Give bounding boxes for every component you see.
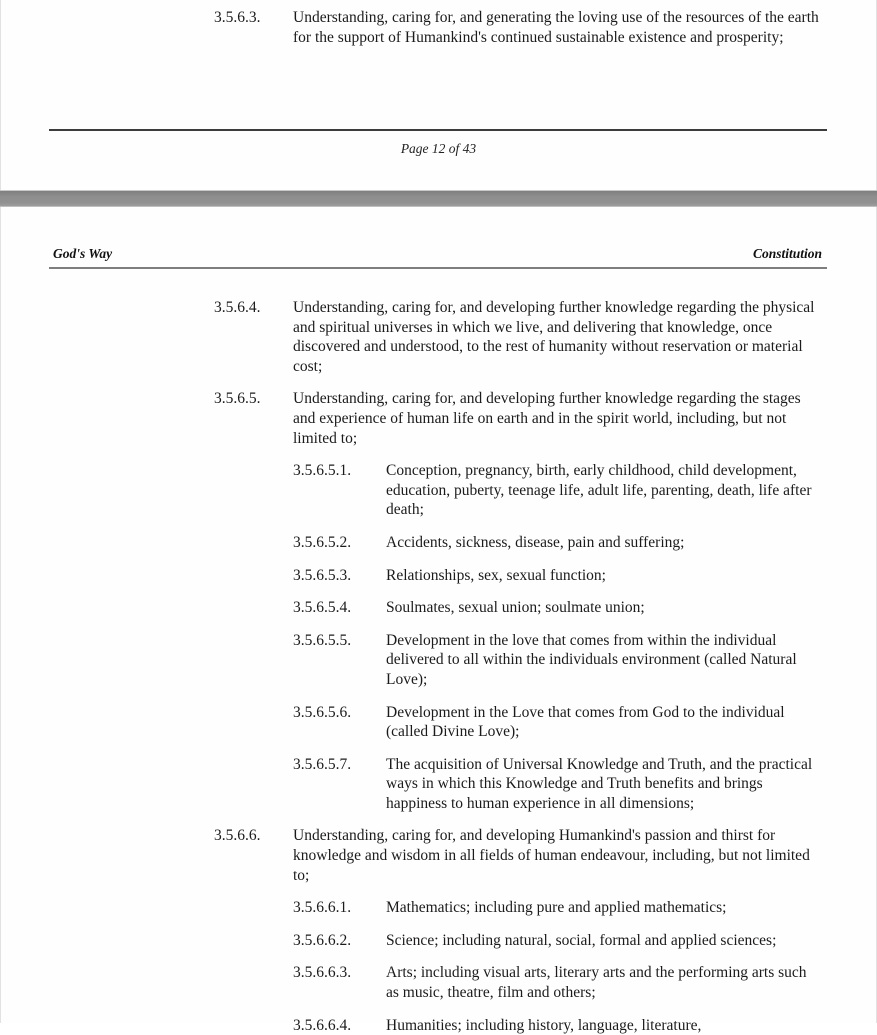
page-footer-rule xyxy=(49,129,827,131)
section-item xyxy=(214,389,876,448)
section-text: Conception, pregnancy, birth, early childhood, child development, education, puberty, teenage life, adult life, parenting, death, life after death; xyxy=(386,462,812,519)
section-number: 3.5.6.5.4. xyxy=(293,599,352,617)
section-number: 3.5.6.5.1. xyxy=(293,462,352,480)
section-text: Arts; including visual arts, literary arts and the performing arts such as music, theatre, film and others; xyxy=(386,964,807,1002)
section-text: Understanding, caring for, and developing further knowledge regarding the physical and spiritual universes in which we live, and delivering that knowledge, once discovered and understood, to the rest of humanity without reservation or material cost; xyxy=(293,299,815,375)
section-number: 3.5.6.6.1. xyxy=(293,899,352,917)
section-item xyxy=(293,963,876,1002)
section-number: 3.5.6.5.2. xyxy=(293,533,352,551)
section-number: 3.5.6.5.7. xyxy=(293,755,352,773)
section-text: Understanding, caring for, and developing Humankind's passion and thirst for knowledge and wisdom in all fields of human endeavour, including, but not limited to; xyxy=(293,827,810,884)
section-text: Understanding, caring for, and developing further knowledge regarding the stages and experience of human life on earth and in the spirit world, including, but not limited to; xyxy=(293,390,801,447)
section-item xyxy=(293,461,876,520)
section-text: Development in the love that comes from within the individual delivered to all within the individuals environment (called Natural Love); xyxy=(386,631,797,688)
section-number: 3.5.6.5.3. xyxy=(293,566,352,584)
page-12 xyxy=(0,0,877,190)
page-header xyxy=(1,207,876,262)
section-text: Understanding, caring for, and generating the loving use of the resources of the earth for the support of Humankind's continued sustainable existence and prosperity; xyxy=(293,9,819,46)
section-item xyxy=(214,298,876,376)
section-item xyxy=(214,8,876,47)
page-13 xyxy=(0,207,877,1034)
section-number: 3.5.6.5. xyxy=(214,390,261,408)
section-item xyxy=(293,703,876,742)
section-text: Soulmates, sexual union; soulmate union; xyxy=(386,599,645,617)
header-left-label: God's Way xyxy=(53,246,113,261)
section-number: 3.5.6.4. xyxy=(214,299,261,316)
section-text: Development in the Love that comes from God to the individual (called Divine Love); xyxy=(386,703,785,741)
page-12-content xyxy=(1,0,876,47)
section-number: 3.5.6.5.6. xyxy=(293,703,352,721)
section-number: 3.5.6.6.2. xyxy=(293,931,352,949)
section-item xyxy=(214,826,876,885)
section-item xyxy=(293,631,876,690)
section-item xyxy=(293,533,876,553)
section-text: Mathematics; including pure and applied mathematics; xyxy=(386,899,727,917)
page-13-content xyxy=(1,269,876,1035)
section-number: 3.5.6.6.3. xyxy=(293,964,352,982)
section-item xyxy=(293,1016,876,1035)
section-item xyxy=(293,898,876,918)
section-item xyxy=(293,755,876,814)
section-number: 3.5.6.6.4. xyxy=(293,1016,352,1034)
page-number-label: Page 12 of 43 xyxy=(400,141,477,156)
section-text: Accidents, sickness, disease, pain and suffering; xyxy=(386,533,685,551)
section-text: Science; including natural, social, formal and applied sciences; xyxy=(386,931,777,949)
section-text: The acquisition of Universal Knowledge and Truth, and the practical ways in which this Knowledge and Truth benefits and brings happiness to human experience in all dimensions; xyxy=(386,755,813,812)
page-separator xyxy=(0,190,877,207)
section-item xyxy=(293,566,876,586)
section-item xyxy=(293,931,876,951)
section-number: 3.5.6.5.5. xyxy=(293,631,352,649)
section-item xyxy=(293,598,876,618)
section-number: 3.5.6.6. xyxy=(214,827,261,845)
section-text: Relationships, sex, sexual function; xyxy=(386,566,606,584)
section-text: Humanities; including history, language, literature, xyxy=(386,1016,702,1034)
section-number: 3.5.6.3. xyxy=(214,9,261,26)
header-right-label: Constitution xyxy=(752,246,822,261)
